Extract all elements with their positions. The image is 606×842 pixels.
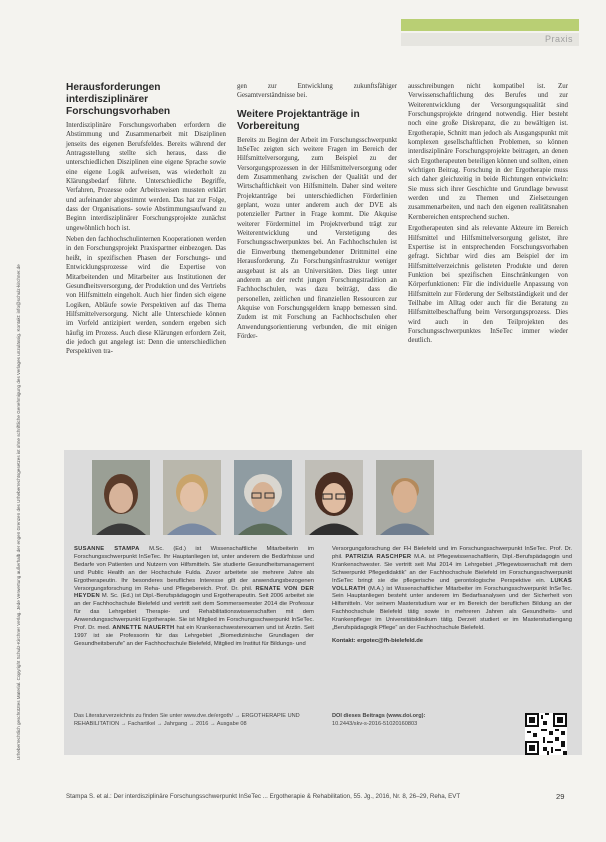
author-photo: [376, 460, 434, 535]
bio-column-right: [332, 546, 572, 645]
author-bio: Versorgungsforschung der FH Bielefeld und im Forschungsschwerpunkt InSeTec. Prof. Dr. phil.: [332, 546, 572, 560]
bio-paragraph: [74, 546, 314, 649]
section-label: Praxis: [401, 33, 579, 46]
author-photo: [92, 460, 150, 535]
author-bio: hat ein Krankenschwesterexamen und ist Ärztin. Seit 1997 ist sie Professorin für das Lehrgebiet „Biomedizinische Grundlagen der Gesundheitsberufe“ an der Fachhochschule Bielefeld, Mitglied im Institut für Bildungs- und: [74, 625, 314, 647]
author-bio-box: [64, 450, 582, 755]
bio-paragraph: [332, 546, 572, 633]
page-citation-footer: Stampa S. et al.: Der interdisziplinäre Forschungsschwerpunkt InSeTec ... Ergotherapie & Rehabilitation, 55. Jg., 2016, Nr. 8, 26–29, Reha, EVT: [66, 793, 461, 800]
author-name: PATRIZIA RASCHPER: [345, 553, 412, 560]
contact-email[interactable]: Kontakt: ergotec@fh-bielefeld.de: [332, 637, 424, 644]
paragraph: Neben den fachhochschulinternen Kooperationen werden in den Forschungsprojekt Praxispartner einbezogen. Das heißt, in spezifischen Phasen der Forschungs- und Entwicklungsprozesse wird die Expertise von Mitarbeitenden und Mitarbeiter aus Institutionen der Gesundheitsversorgung, der Produktion und des Vertriebs von Hilfsmitteln eingeholt. Auch hier finden sich eigene Logiken, Abläufe sowie Perspektiven auf das Thema Hilfsmittelversorgung. Nicht alle Unterschiede können im Vorfeld antizipiert werden, sondern ergeben sich häufig im Prozess. Auch diese Klärungen erfordern Zeit, die jedoch gut angelegt ist: Denn die unterschiedlichen Perspektiven tra-: [66, 236, 226, 356]
page-number: 29: [556, 792, 565, 801]
doi-value[interactable]: 10.2443/skv-s-2016-51020160803: [332, 721, 418, 727]
author-photo: [234, 460, 292, 535]
author-name: ANNETTE NAUERTH: [112, 625, 175, 632]
author-name: LUKAS VOLLRATH: [332, 577, 572, 592]
author-bio: M.A. ist Pflegewissenschaftlerin, Dipl.-Berufspädagogin und Krankenschwester. Sie vertritt seit Mai 2014 im Lehrgebiet „Pflegewissenschaft mit dem Schwerpunkt Pflegedidaktik“ an der Fachhochschule Bielefeld im Forschungsschwerpunkt InSeTec bringt sie die pflegerische und gerontologische Perspektive ein.: [332, 553, 572, 584]
paragraph: Bereits zu Beginn der Arbeit im Forschungsschwerpunkt InSeTec zeigten sich weitere Fragen im Bereich der Hilfsmittelversorgung, zum Beispiel zu der Versorgungsprozessen in der Hilfsmittelversorgung oder dem Zusammenhang zwischen der Qualität und der Wirtschaftlichkeit von Hilfsmitteln. Daher sind weitere Projektanträge bei unterschiedlichen Förderlinien geplant, wozu unter anderem auch der DVE als potenzieller Partner in Frage kommt. Die Akquise weiterer Fördermittel im Projektverbund trägt zur Weiterentwicklung und Verstetigung des Forschungsschwerpunktes bei. An Fachhochschulen ist die Einwerbung themengebundener Drittmittel eine Herausforderung. Zu Forschungsinfrastruktur weniger ausgebaut ist als an Universitäten. Dies liegt unter anderem an der recht jungen Forschungstradition an Fachhochschulen, was dazu beiträgt, dass die personellen, zeitlichen und finanziellen Ressourcen zur Akquise von Forschungsgeldern knapp bemessen sind. Zudem ist mit Forschung an Fachhochschulen eher Anwendungsorientierung verbunden, die mit einigen Förder-: [237, 136, 397, 340]
author-photos: [74, 460, 572, 538]
author-bio: M.Sc. (Ed.) ist Wissenschaftliche Mitarbeiterin im Forschungsschwerpunkt InSeTec. Ihr Hauptanliegen ist, unter anderem die Bedürfnisse und Bedarfe von Patienten und Nutzern von Hilfsmitteln. Sie studierte Gesundheitsmanagement und Public Health an der Hochschule Fulda. Zuvor arbeitete sie mehrere Jahre als Ergotherapeutin. Ihr besonderes berufliches Interesse gilt der anwendungsbezogenen Versorgungsforschung im Reha- und Pflegebereich. Prof. Dr. phil.: [74, 546, 314, 592]
author-bio: (M.A.) ist Wissenschaftlicher Mitarbeiter im Forschungsschwerpunkt InSeTec. Sein Hauptanliegen besteht unter anderem im Bedarfsanalysen und der Sicherheit von Hilfsmitteln. Vor seinem Masterstudium war er im Bereich der beruflichen Bildung an der Fachhochschule Bielefeld tätig sowie in mehreren Jahren als Gesundheits- und Krankenpfleger im Universitätsklinikum tätig. Derzeit studiert er im Masterstudiengang „Berufspädagogik Pflege“ an der Fachhochschule Bielefeld.: [332, 585, 572, 632]
paragraph: ausschreibungen nicht kompatibel ist. Zur Verwissenschaftlichung des Berufes und zur Weiterentwicklung der Versorgungsqualität sind Forschungsprojekte dringend notwendig. Hier besteht noch eine große Diskrepanz, die zu bewältigen ist. Ergotherapie, Schnitt man jedoch als Ausgangspunkt mit komplexen gesellschaftlichen Problemen, so können interdisziplinäre Forschungsprojekte beitragen, an denen sich Ergotherapeuten beteiligen können und sollten, einen wichtigen Beitrag. Forschung in der Ergotherapie muss sich daher gleichzeitig in beide Richtungen entwickeln: Sie muss sich ihrer Geschichte und Grundlage bewusst werden und zu Themen und Zielsetzungen zusammenarbeiten, und nach den eigenen realitätsnahen Kernbereichen entsprechend suchen.: [408, 83, 568, 221]
column-1: [66, 82, 226, 359]
copyright-side-note-text: Urheberrechtlich geschütztes Material. Copyright Schulz-Kirchner Verlag. Jede Verwertung außerhalb der engen Grenzen des Urheberrechtsgesetzes ist ohne schriftliche Genehmigung des Verlages unzulässig. Kontakt: info@schulz-kirchner.de: [16, 264, 21, 760]
author-name: SUSANNE STAMPA: [74, 546, 140, 552]
author-bio: M. Sc. (Ed.) ist Dipl.-Berufspädagogin und Ergotherapeutin. Seit 2006 arbeitet sie an der Fachhochschule Bielefeld und vertritt seit dem Sommersemester 2014 die Professur für das Lehrgebiet Therapie- und Rehabilitationswissenschaften mit dem Anwendungsschwerpunkt Ergotherapie. Sie ist Mitglied im Forschungsschwerpunkt InSeTec. Prof. Dr. med.: [74, 593, 314, 632]
heading-challenges: Herausforderungen interdisziplinärer Forschungsvorhaben: [66, 82, 171, 117]
author-name: RENATE VON DER HEYDEN: [74, 585, 315, 600]
section-tab-bar: [401, 19, 579, 31]
paragraph: Ergotherapeuten sind als relevante Akteure im Bereich Hilfsmittel und Hilfsmittelversorgung gelistet, ihre Expertise ist in entsprechenden Forschungsvorhaben gefragt. Sichtbar wird dies am Beispiel der im Hilfsmittelverzeichnis gelisteten Produkte und deren Funktion bei spezifischen Einschränkungen von Körperfunktionen: Für die individuelle Anpassung von Hilfsmitteln zur Förderung der Selbstständigkeit und der Teilhabe im Alltag oder auch für die Beratung zu Hilfsmittelbeschaffung beim Versorgungsprozess. Dies wird auch in den Teilprojekten des Forschungsschwerpunktes InSeTec immer wieder deutlich.: [408, 225, 568, 345]
paragraph: Interdisziplinäre Forschungsvorhaben erfordern die Abstimmung und Zusammenarbeit mit Disziplinen jenseits des eigenen Berufsfeldes. Bereits während der Antragsstellung stellte sich heraus, dass die unterschiedlichen Disziplinen eine eigene Sprache sowie eine eigene Logik aufweisen, was wiederholt zu Klärungsbedarf führte. Unterschiedliche Begriffe, Verfahren, Prozesse oder Arbeitsweisen mussten erklärt und aufeinander abgestimmt werden. Das hat zur Folge, dass der Organisations- sowie Abstimmungsaufwand zu Beginn interdisziplinärer Forschungsprojekte zunächst ungewöhnlich hoch ist.: [66, 122, 226, 232]
heading-further-applications: Weitere Projektanträge in Vorbereitung: [237, 108, 360, 132]
author-photo: [163, 460, 221, 535]
copyright-side-note: [14, 40, 30, 760]
doi-reference: [332, 712, 482, 728]
author-photo: [305, 460, 363, 535]
column-3: [408, 82, 568, 348]
bio-column-left: [74, 546, 314, 649]
literature-reference: Das Literaturverzeichnis zu finden Sie unter www.dve.de/ergoth/ → ERGOTHERAPIE UND REHABILITATION → Fachartikel → Jahrgang → 2016 → Ausgabe 08: [74, 713, 300, 727]
qr-code-icon[interactable]: [525, 713, 567, 755]
paragraph: gen zur Entwicklung zukunftsfähiger Gesamtverständnisse bei.: [237, 83, 397, 100]
column-2: [237, 82, 397, 343]
doi-label: DOI dieses Beitrags (www.doi.org):: [332, 713, 426, 719]
